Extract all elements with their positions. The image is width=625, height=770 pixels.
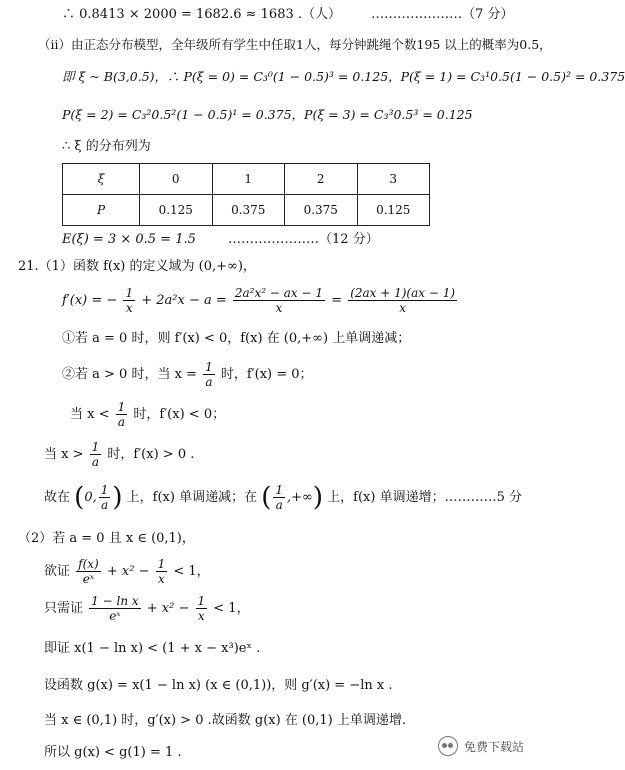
fraction — [123, 286, 135, 315]
frac-num: 1 — [197, 594, 206, 608]
frac-num: 2a²x² − ax − 1 — [234, 286, 323, 300]
line-binomial: 即 ξ ~ B(3,0.5)，∴ P(ξ = 0) = C₃⁰(1 − 0.5)³ = 0.125，P(ξ = 1) = C₃¹0.5(1 − 0.5)² = 0.375 — [62, 69, 625, 84]
table-row — [63, 195, 430, 226]
frac-num: 1 — [157, 557, 166, 571]
frac-den: a — [117, 415, 126, 429]
deriv-mid: + 2a²x − a = — [141, 293, 227, 308]
line-expectation — [62, 231, 379, 249]
line-count-calc — [62, 6, 514, 24]
prove-line-1 — [44, 555, 210, 589]
frac-den: a — [275, 498, 283, 512]
case-a-positive — [62, 360, 313, 390]
table-row — [63, 164, 430, 195]
table-cell: 1 — [212, 164, 285, 195]
prove1-text-b: + x² − — [106, 564, 150, 579]
frac-den: x — [275, 301, 283, 315]
frac-den: x — [399, 301, 406, 315]
fraction — [273, 483, 285, 512]
paren-close: ) — [112, 482, 123, 513]
frac-num: 1 — [205, 360, 213, 374]
score-7: …………………（7 分） — [371, 7, 514, 22]
deriv-lhs: f′(x) = − — [62, 293, 118, 308]
prove1-text-c: < 1， — [173, 564, 210, 579]
table-cell: 0.375 — [285, 195, 358, 226]
watermark — [438, 736, 524, 756]
greater-text-b: 时，f′(x) > 0 . — [107, 447, 195, 462]
mono-text-a: 故在 — [44, 490, 71, 505]
prove1-text-a: 欲证 — [44, 564, 71, 579]
wechat-icon — [438, 736, 458, 756]
table-cell: 0.125 — [357, 195, 430, 226]
prove-line-2 — [44, 592, 250, 626]
paren-open: ( — [74, 482, 85, 513]
line-normal-model: （ii）由正态分布模型，全年级所有学生中任取1人，每分钟跳绳个数195 以上的概率为0.5， — [38, 37, 552, 52]
table-cell: ξ — [63, 164, 140, 195]
prove2-text-b: + x² − — [146, 601, 190, 616]
part2-heading: （2）若 a = 0 且 x ∈ (0,1)， — [18, 531, 195, 546]
frac-den: x — [197, 609, 205, 623]
line-dist-title: ∴ ξ 的分布列为 — [62, 139, 151, 154]
g-increasing: 当 x ∈ (0,1) 时，g′(x) > 0 .故函数 g(x) 在 (0,1) 上单调递增. — [44, 713, 407, 728]
score-12: …………………（12 分） — [228, 232, 379, 247]
deriv-eq: = — [331, 293, 343, 308]
derivative-line — [62, 286, 459, 316]
case2-text-b: 时，f′(x) = 0； — [220, 367, 313, 382]
frac-num: f(x) — [78, 557, 99, 571]
calc-text: ∴ 0.8413 × 2000 = 1682.6 ≈ 1683 .（人） — [62, 7, 342, 22]
frac-num: 1 — [91, 440, 100, 454]
table-cell: P — [63, 195, 140, 226]
paren-close: ) — [312, 482, 324, 513]
frac-den: x — [158, 572, 165, 586]
interval-inc-right: ,+∞ — [287, 490, 313, 505]
table-cell: 3 — [357, 164, 430, 195]
frac-num: 1 — [275, 483, 284, 497]
fraction — [76, 557, 101, 586]
less-text-a: 当 x < — [70, 407, 110, 422]
fraction — [116, 400, 128, 429]
frac-den: eˣ — [109, 609, 121, 623]
frac-num: 1 — [100, 483, 109, 497]
expectation-text: E(ξ) = 3 × 0.5 = 1.5 — [62, 232, 196, 247]
fraction — [203, 360, 215, 389]
interval-dec-left: 0, — [84, 490, 97, 505]
greater-text-a: 当 x > — [44, 447, 84, 462]
fraction — [156, 557, 168, 586]
fraction — [348, 286, 457, 315]
prove2-text-a: 只需证 — [44, 601, 84, 616]
frac-den: a — [91, 455, 100, 469]
fraction — [99, 483, 111, 512]
frac-num: 1 − ln x — [91, 594, 139, 608]
frac-den: a — [205, 375, 213, 389]
case-a-zero: ①若 a = 0 时，则 f′(x) < 0，f(x) 在 (0,+∞) 上单调递减； — [62, 331, 411, 346]
g-conclusion: 所以 g(x) < g(1) = 1 . — [44, 745, 182, 760]
distribution-table — [62, 163, 430, 226]
frac-den: a — [100, 498, 109, 512]
frac-den: x — [125, 301, 133, 315]
frac-num: 1 — [125, 286, 134, 300]
q21-heading: 21.（1）函数 f(x) 的定义域为 (0,+∞)， — [18, 259, 256, 274]
fraction — [196, 594, 208, 623]
table-cell: 0.125 — [140, 195, 213, 226]
table-cell: 0 — [140, 164, 213, 195]
prove-line-3: 即证 x(1 − ln x) < (1 + x − x³)eˣ . — [44, 641, 261, 656]
table-cell: 0.375 — [212, 195, 285, 226]
less-text-b: 时，f′(x) < 0； — [133, 407, 226, 422]
line-probs: P(ξ = 2) = C₃²0.5²(1 − 0.5)¹ = 0.375，P(ξ = 3) = C₃³0.5³ = 0.125 — [62, 107, 473, 122]
frac-num: 1 — [117, 400, 126, 414]
frac-den: eˣ — [82, 572, 95, 586]
case2-text-a: ②若 a > 0 时，当 x = — [62, 367, 197, 382]
paren-open: ( — [261, 482, 272, 513]
table-cell: 2 — [285, 164, 358, 195]
mono-text-c: 上，f(x) 单调递增；…………5 分 — [327, 490, 522, 505]
define-g: 设函数 g(x) = x(1 − ln x) (x ∈ (0,1))，则 g′(x) = −ln x . — [44, 678, 393, 693]
case-less — [70, 400, 225, 430]
fraction — [89, 594, 140, 623]
fraction — [233, 286, 325, 315]
frac-num: (2ax + 1)(ax − 1) — [350, 286, 456, 300]
prove2-text-c: < 1， — [213, 601, 250, 616]
watermark-text: 免费下载站 — [464, 739, 525, 754]
mono-text-b: 上，f(x) 单调递减；在 — [126, 490, 258, 505]
case-greater — [44, 440, 194, 470]
monotonic-summary — [44, 482, 522, 514]
fraction — [90, 440, 102, 469]
